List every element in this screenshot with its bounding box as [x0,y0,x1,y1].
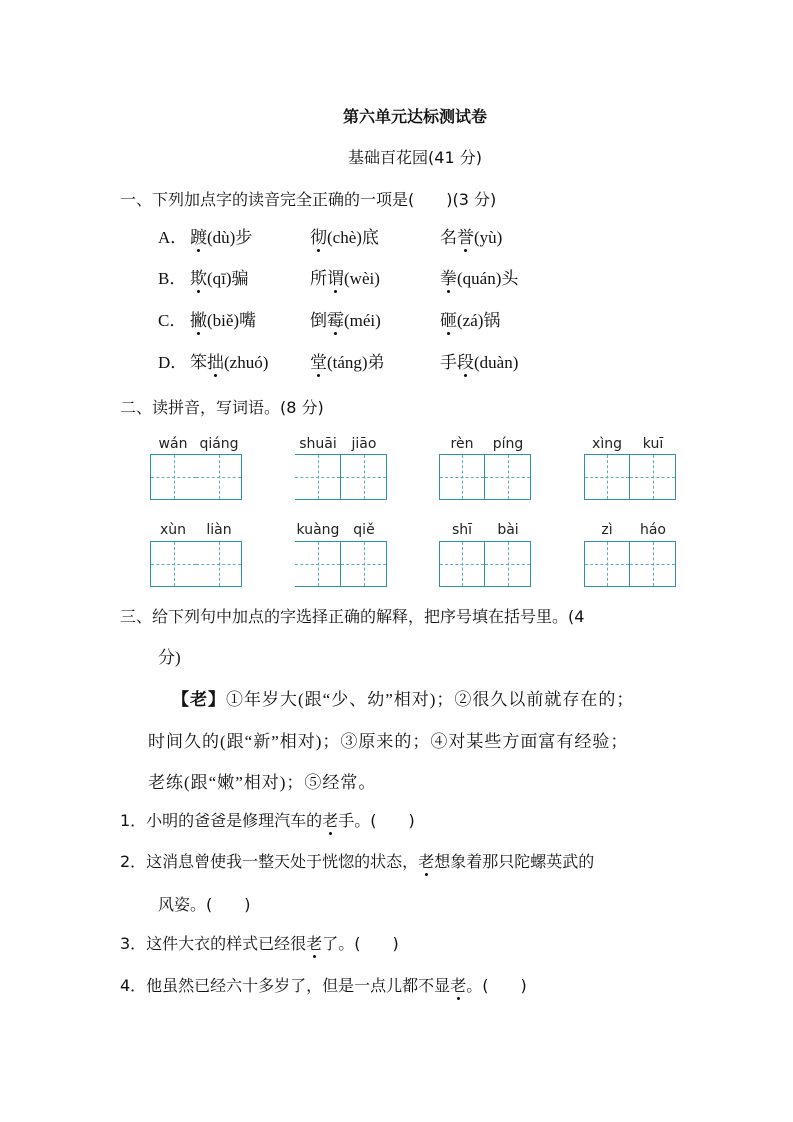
writing-square[interactable] [630,541,676,587]
page-title: 第六单元达标测试卷 [342,107,487,126]
text-after: 手。( ) [338,811,415,830]
option-word [190,228,252,248]
text-after: (méi) [344,311,381,330]
definition-term: 【老】 [172,690,226,709]
dotted-character: 老 [322,811,339,830]
writing-square[interactable] [439,541,485,587]
dotted-character: 段 [457,353,474,372]
option-word [190,269,249,289]
writing-square[interactable] [485,541,531,587]
writing-square[interactable] [439,454,485,500]
pinyin-syllable: píng [492,436,524,452]
option-word [440,311,500,331]
option-label: B． [158,269,187,288]
text-after: (táng)弟 [327,353,385,372]
text-after: (zhuó) [224,353,269,372]
dotted-character: 霉 [327,311,344,330]
text-after: (qī)骗 [207,269,249,288]
pinyin-syllable: háo [639,522,667,538]
dotted-character: 拳 [440,269,457,288]
writing-square[interactable] [341,541,387,587]
text-before: 2．这消息曾使我一整天处于恍惚的状态， [120,852,419,871]
text-after: 想象着那只陀螺英武的 [434,852,595,871]
question-2-prompt: 二、读拼音，写词语。(8 分) [120,398,324,417]
writing-square[interactable] [295,541,341,587]
pinyin-syllable: shuāi [299,436,337,452]
pinyin-syllable: liàn [206,522,232,538]
text-after: (chè)底 [327,228,379,247]
question-item [120,934,399,954]
pinyin-syllable: wán [158,436,188,452]
text-before: 1．小明的爸爸是修理汽车的 [120,811,323,830]
text-before: 倒 [310,311,327,330]
writing-box-pair[interactable] [439,541,531,587]
pinyin-syllable: kuī [642,436,664,452]
question-1-prompt: 一、下列加点字的读音完全正确的一项是( )(3 分) [120,190,497,209]
question-item [158,895,251,915]
option-word [440,228,502,248]
definition-line-2: 时间久的(跟“新”相对)；③原来的；④对某些方面富有经验； [148,732,629,751]
pinyin-syllable: rèn [450,436,474,452]
pinyin-syllable: qiě [353,522,375,538]
writing-square[interactable] [196,541,242,587]
pinyin-syllable: jiāo [351,436,377,452]
dotted-character: 撇 [190,311,207,330]
question-3-prompt-cont: 分) [158,648,181,667]
text-after: (zá)锅 [457,311,501,330]
writing-box-pair[interactable] [584,454,676,500]
text-after: (quán)头 [457,269,519,288]
section-subtitle: 基础百花园(41 分) [348,148,482,167]
dotted-character: 欺 [190,269,207,288]
dotted-character: 堂 [310,353,327,372]
option-word [190,353,268,373]
writing-square[interactable] [584,541,630,587]
dotted-character: 老 [306,934,323,953]
question-3-prompt: 三、给下列句中加点的字选择正确的解释，把序号填在括号里。(4 [120,607,585,626]
text-after: (duàn) [474,353,519,372]
pinyin-syllable: qiáng [199,436,239,452]
dotted-character: 踱 [190,228,207,247]
question-item [120,811,415,831]
text-after: (dù)步 [207,228,253,247]
dotted-character: 老 [418,852,435,871]
writing-square[interactable] [584,454,630,500]
pinyin-syllable: zì [601,522,613,538]
text-after: 了。( ) [322,934,399,953]
dotted-character: 砸 [440,311,457,330]
writing-square[interactable] [295,454,341,500]
pinyin-syllable: bài [497,522,519,538]
text-after: (biě)嘴 [207,311,257,330]
option-word [310,353,385,373]
writing-square[interactable] [150,454,196,500]
text-before: 笨 [190,353,207,372]
text-before: 手 [440,353,457,372]
option-label: C． [158,311,187,330]
pinyin-syllable: shī [451,522,473,538]
question-item [120,852,594,872]
writing-square[interactable] [150,541,196,587]
option-word [190,311,256,331]
question-item [120,976,527,996]
pinyin-syllable: kuàng [296,522,340,538]
option-word [310,228,379,248]
definition-line-1 [172,690,634,710]
writing-square[interactable] [341,454,387,500]
definition-text: ①年岁大(跟“少、幼”相对)；②很久以前就存在的； [226,690,635,709]
writing-box-pair[interactable] [584,541,676,587]
definition-line-3: 老练(跟“嫩”相对)；⑤经常。 [148,773,377,792]
option-word [310,269,380,289]
pinyin-syllable: xìng [592,436,622,452]
option-word [440,269,518,289]
text-after: (yù) [474,228,503,247]
writing-box-pair[interactable] [439,454,531,500]
option-word [310,311,381,331]
writing-box-pair[interactable] [150,541,242,587]
dotted-character: 誉 [457,228,474,247]
text-after: 风姿。( ) [158,895,251,914]
option-label: D． [158,353,188,372]
text-after: 。( ) [466,976,527,995]
writing-square[interactable] [630,454,676,500]
text-after: (wèi) [344,269,380,288]
writing-square[interactable] [485,454,531,500]
option-label: A． [158,228,188,247]
text-before: 所 [310,269,327,288]
text-before: 3．这件大衣的样式已经很 [120,934,307,953]
writing-box-pair[interactable] [295,541,387,587]
writing-box-pair[interactable] [150,454,242,500]
text-before: 名 [440,228,457,247]
text-before: 4．他虽然已经六十多岁了，但是一点儿都不显 [120,976,451,995]
writing-box-pair[interactable] [295,454,387,500]
pinyin-syllable: xùn [159,522,187,538]
dotted-character: 老 [450,976,467,995]
option-word [440,353,518,373]
dotted-character: 拙 [207,353,224,372]
dotted-character: 彻 [310,228,327,247]
dotted-character: 谓 [327,269,344,288]
writing-square[interactable] [196,454,242,500]
